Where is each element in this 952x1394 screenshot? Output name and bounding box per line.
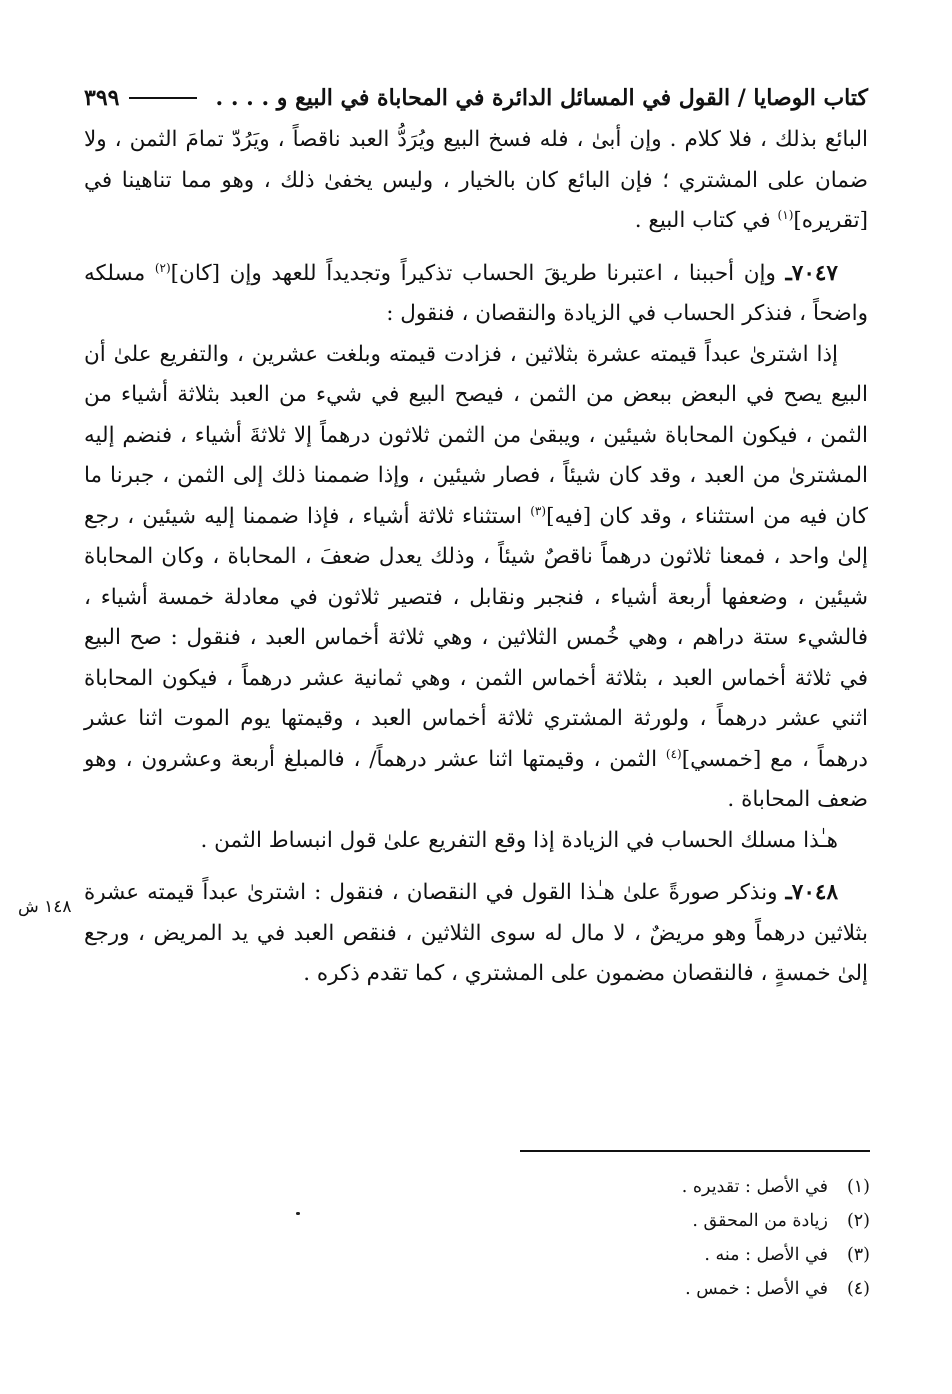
ink-speck <box>296 1212 300 1215</box>
footnote-rule <box>520 1150 870 1152</box>
footnote-2: (٢) زيادة من المحقق . <box>692 1211 870 1231</box>
paragraph-number: ٧٠٤٧ـ <box>785 260 838 286</box>
footnote-1: (١) في الأصل : تقديره . <box>681 1177 870 1197</box>
footnote-ref-4: (٤) <box>665 746 682 761</box>
header-title: كتاب الوصايا / القول في المسائل الدائرة في المحاباة في البيع و . . . . <box>215 85 868 111</box>
paragraph-number: ٧٠٤٨ـ <box>785 880 838 905</box>
paragraph-continuation: البائع بذلك ، فلا كلام . وإن أبىٰ ، فله فسخ البيع ويُرَدُّ العبد ناقصاً ، ويَرُدّ تمامَ الثمن ، ولا ضمان على المشتري ؛ فإن البائع كان بالخيار ، وليس يخفىٰ ذلك ، وهو مما تناهينا في [تقريره]$^{(١)}$ في كتاب البيع . <box>84 127 868 233</box>
main-text <box>84 120 868 995</box>
page-number: ٣٩٩ <box>84 85 120 111</box>
header-page-group <box>84 78 207 118</box>
footnotes <box>400 1170 870 1306</box>
footnote-ref-2: (٢) <box>154 260 171 275</box>
paragraph-7047: ٧٠٤٧ـ وإن أحببنا ، اعتبرنا طريقَ الحساب تذكيراً وتجديداً للعهد وإن [كان]$^{(٢)}$ مسلكه واضحاً ، فنذكر الحساب في الزيادة والنقصان ، فنقول : <box>84 260 868 326</box>
page <box>84 78 868 995</box>
footnote-3: (٣) في الأصل : منه . <box>704 1245 870 1265</box>
footnote-4: (٤) في الأصل : خمس . <box>685 1279 870 1299</box>
running-header <box>84 78 868 118</box>
footnote-ref-1: (١) <box>777 207 794 222</box>
margin-folio-note: ١٤٨ ش <box>18 897 72 917</box>
paragraph-example: إذا اشترىٰ عبداً قيمته عشرة بثلاثين ، فزادت قيمته وبلغت عشرين ، والتفريع علىٰ أن البيع يصح في البعض ببعض من الثمن ، فيصح البيع في شيء من العبد بثلاثة أشياء من الثمن ، فيكون المحاباة شيئين ، ويبقىٰ من الثمن ثلاثون درهماً إلا ثلاثةَ أشياء ، فنضم إليه المشترىٰ من العبد ، وقد كان شيئاً ، فصار شيئين ، وإذا ضممنا ذلك إلى الثمن ، جبرنا ما كان فيه من استثناء ، وقد كان [فيه]$^{(٣)}$ استثناء ثلاثة أشياء ، فإذا ضممنا إليه شيئين ، رجع إلىٰ واحد ، فمعنا ثلاثون درهماً ناقصٌ شيئاً ، وذلك يعدل ضعفَ ، المحاباة ، وكان المحاباة شيئين ، وضعفها أربعة أشياء ، فنجبر ونقابل ، فتصير ثلاثون في معادلة خمسة أشياء ، فالشيء ستة دراهم ، وهي خُمس الثلاثين ، وهي ثلاثة أخماس العبد ، فنقول : صح البيع في ثلاثة أخماس العبد ، بثلاثة أخماس الثمن ، وهي ثمانية عشر درهماً ، فيكون المحاباة اثني عشر درهماً ، ولورثة المشتري ثلاثة أخماس العبد ، وقيمتها يوم الموت اثنا عشر درهماً ، مع [خمسي]$^{(٤)}$ الثمن ، وقيمتها اثنا عشر درهماً/ ، فالمبلغ أربعة وعشرون ، وهو ضعف المحاباة . <box>84 341 868 812</box>
paragraph-7048: ٧٠٤٨ـ ونذكر صورةً علىٰ هـٰذا القول في النقصان ، فنقول : اشترىٰ عبداً قيمته عشرة بثلاثين درهماً وهو مريضٌ ، لا مال له سوى الثلاثين ، فنقص العبد في يد المريض ، ورجع إلىٰ خمسةٍ ، فالنقصان مضمون على المشتري ، كما تقدم ذكره . <box>84 880 868 986</box>
paragraph-summary: هـٰذا مسلك الحساب في الزيادة إذا وقع التفريع علىٰ قول انبساط الثمن . <box>200 827 838 853</box>
header-rule <box>129 97 197 99</box>
footnote-ref-3: (٣) <box>530 503 547 518</box>
